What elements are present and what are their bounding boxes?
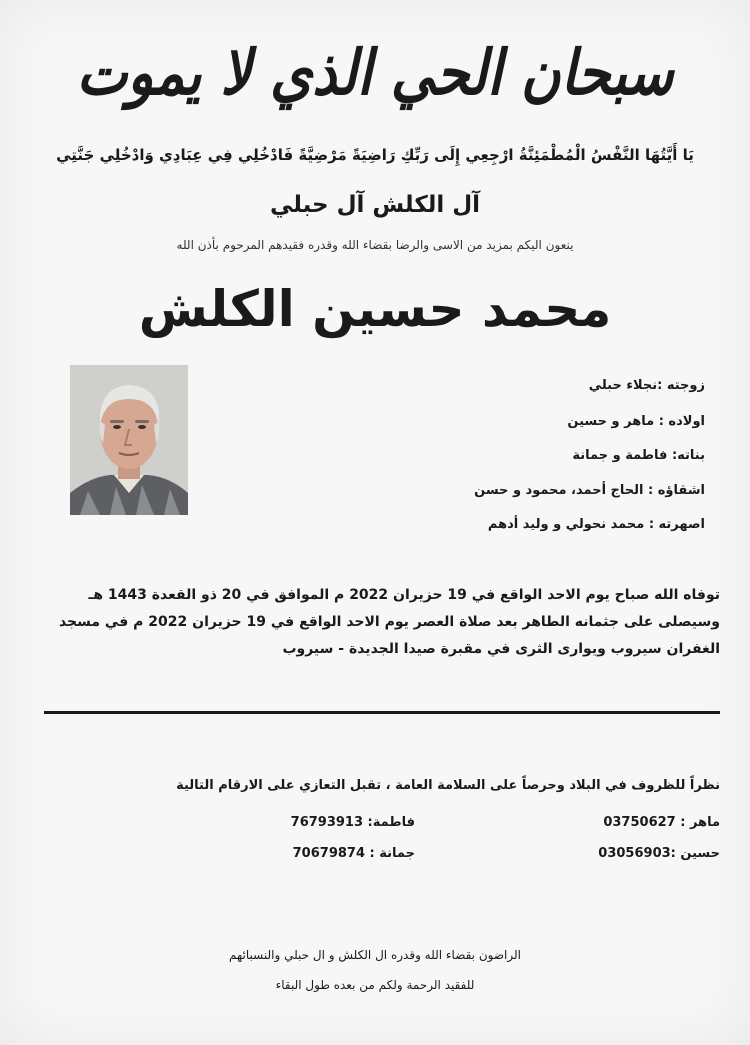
- portrait-image: [70, 365, 188, 515]
- deceased-name: محمد حسين الكلش: [138, 280, 612, 338]
- portrait-photo: [70, 365, 188, 515]
- contact-hussein: حسين :03056903: [598, 846, 720, 861]
- contact-fatima: فاطمة: 76793913: [290, 815, 415, 830]
- death-line-2: وسيصلى على جثمانه الطاهر بعد صلاة العصر يوم الاحد الواقع في 19 حزيران 2022 م في مسجد: [58, 614, 720, 630]
- relative-brothers: اشقاؤه : الحاج أحمد، محمود و حسن: [474, 483, 705, 498]
- family-names: آل الكلش آل حبلي: [269, 192, 481, 218]
- quran-verse: يَا أَيَّتُهَا النَّفْسُ الْمُطْمَئِنَّةُ ارْجِعِي إِلَى رَبِّكِ رَاضِيَةً مَرْضِيَّةً فَادْخُلِي فِي عِبَادِي وَادْخُلِي جَنَّتِي: [56, 146, 694, 164]
- condolence-notice: نظراً للظروف في البلاد وحرصاً على السلامة العامة ، تقبل التعازي على الارقام التالية: [176, 778, 720, 793]
- mourning-statement: ينعون اليكم بمزيد من الاسى والرضا بقضاء الله وقدره فقيدهم المرحوم بأذن الله: [176, 238, 574, 252]
- closing-line-1: الراضون بقضاء الله وقدره ال الكلش و ال حبلي والنسبائهم: [229, 948, 521, 962]
- death-notice: [30, 582, 720, 663]
- contact-joumana: جمانة : 70679874: [292, 846, 415, 861]
- closing-line-2: للفقيد الرحمة ولكم من بعده طول البقاء: [275, 978, 475, 992]
- relative-wife: زوجته :نجلاء حبلي: [588, 378, 705, 393]
- relative-daughters: بناته: فاطمة و جمانة: [572, 448, 705, 463]
- death-line-3: الغفران سيروب ويوارى الثرى في مقبرة صيدا الجديدة - سيروب: [282, 641, 720, 657]
- contact-maher: ماهر : 03750627: [603, 815, 720, 830]
- calligraphy-heading: سبحان الحي الذي لا يموت: [76, 35, 674, 109]
- closing-statement: [0, 940, 750, 1000]
- relative-sons: اولاده : ماهر و حسين: [567, 414, 705, 429]
- death-line-1: توفاه الله صباح يوم الاحد الواقع في 19 حزيران 2022 م الموافق في 20 ذو القعدة 1443 هـ: [88, 587, 720, 603]
- divider: [44, 711, 720, 714]
- relative-sons-in-law: اصهرته : محمد نحولي و وليد أدهم: [487, 517, 705, 532]
